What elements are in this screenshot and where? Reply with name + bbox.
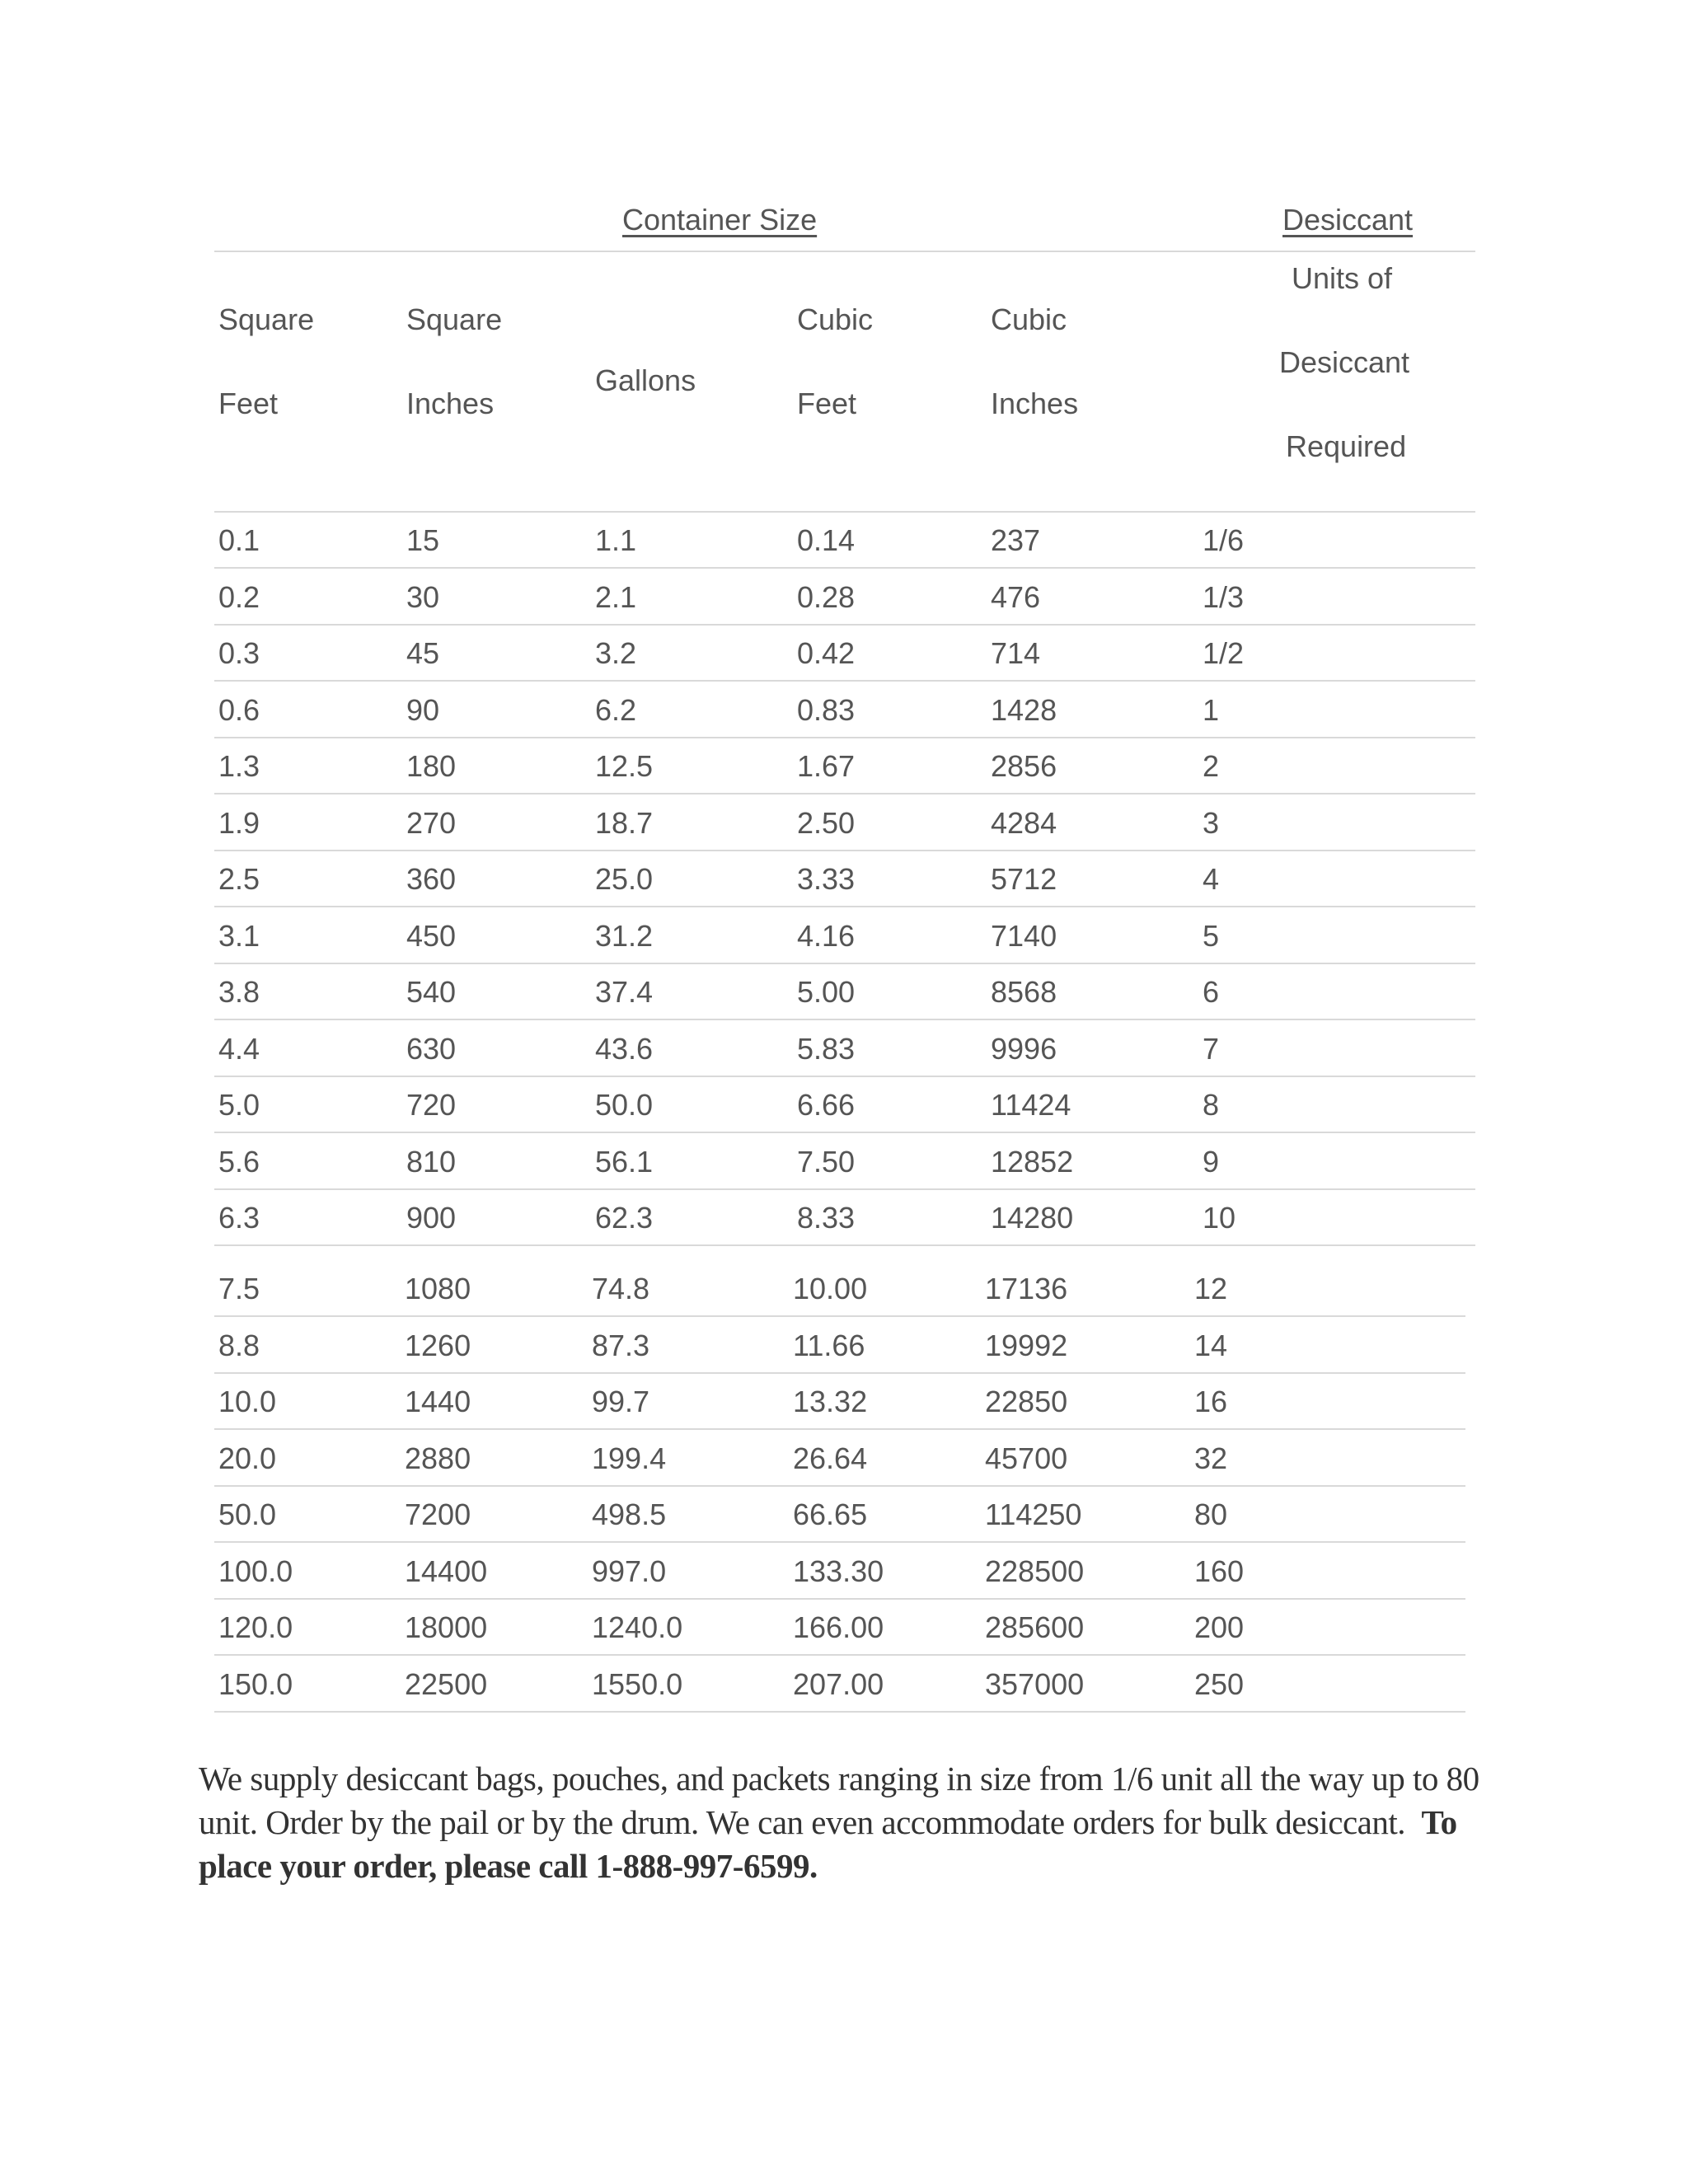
table-cell: 12852 [991, 1144, 1074, 1179]
table-row [0, 795, 1688, 851]
table-row [0, 1544, 1688, 1600]
table-row [0, 1374, 1688, 1430]
table-cell: 56.1 [595, 1144, 654, 1179]
table-cell: 15 [406, 523, 440, 557]
table-cell: 45700 [985, 1441, 1068, 1475]
table-row [0, 682, 1688, 738]
table-cell: 7 [1203, 1031, 1220, 1066]
table-cell: 476 [991, 579, 1041, 614]
table-cell: 1260 [405, 1328, 471, 1362]
table-cell: 4.16 [797, 918, 856, 953]
table-cell: 6.3 [218, 1201, 260, 1235]
table-cell: 0.14 [797, 523, 856, 557]
table-cell: 3.8 [218, 975, 260, 1009]
table-cell: 3.33 [797, 862, 856, 896]
table-cell: 10 [1203, 1201, 1236, 1235]
table-row [0, 569, 1688, 626]
table-cell: 200 [1194, 1610, 1245, 1644]
table-cell: 66.65 [793, 1497, 868, 1531]
table-cell: 4284 [991, 805, 1057, 840]
table-cell: 237 [991, 523, 1041, 557]
table-cell: 50.0 [218, 1497, 277, 1531]
table-row [0, 1657, 1688, 1713]
table-cell: 120.0 [218, 1610, 293, 1644]
table-cell: 26.64 [793, 1441, 868, 1475]
footer-paragraph [199, 1757, 1484, 1888]
table-cell: 7140 [991, 918, 1057, 953]
table-row [0, 1431, 1688, 1487]
table-cell: 31.2 [595, 918, 654, 953]
table-cell: 207.00 [793, 1666, 884, 1701]
table-cell: 2880 [405, 1441, 471, 1475]
table-cell: 62.3 [595, 1201, 654, 1235]
order-call-to-action: To place your order, please call 1-888-997-6599. [199, 1803, 1457, 1885]
table-cell: 8.33 [797, 1201, 856, 1235]
table-cell: 160 [1194, 1554, 1245, 1588]
table-cell: 150.0 [218, 1666, 293, 1701]
table-cell: 250 [1194, 1666, 1245, 1701]
table-cell: 30 [406, 579, 440, 614]
table-cell: 18000 [405, 1610, 488, 1644]
col-header-units-line1: Units of [1292, 261, 1393, 295]
table-row [0, 1077, 1688, 1133]
col-header-gallons-line1: Gallons [595, 363, 696, 397]
table-cell: 90 [406, 692, 440, 727]
table-cell: 1240.0 [592, 1610, 683, 1644]
table-cell: 7.5 [218, 1272, 260, 1305]
table-cell: 0.83 [797, 692, 856, 727]
col-header-square-inches-line2: Inches [406, 387, 495, 420]
table-cell: 3.1 [218, 918, 260, 953]
table-cell: 6.2 [595, 692, 637, 727]
table-cell: 5712 [991, 862, 1057, 896]
table-cell: 19992 [985, 1328, 1068, 1362]
table-cell: 228500 [985, 1554, 1085, 1588]
table-cell: 5.0 [218, 1088, 260, 1122]
table-cell: 11424 [991, 1088, 1071, 1122]
table-cell: 11.66 [793, 1328, 865, 1362]
table-cell: 997.0 [592, 1554, 667, 1588]
table-cell: 0.28 [797, 579, 856, 614]
table-cell: 5.00 [797, 975, 856, 1009]
table-cell: 74.8 [592, 1272, 650, 1305]
table-cell: 498.5 [592, 1497, 667, 1531]
table-cell: 17136 [985, 1272, 1068, 1305]
table-cell: 3.2 [595, 636, 637, 670]
table-cell: 7.50 [797, 1144, 856, 1179]
table-row [0, 851, 1688, 907]
row-divider [214, 1244, 1475, 1246]
table-cell: 714 [991, 636, 1041, 670]
table-row [0, 1261, 1688, 1317]
col-header-square-feet-line1: Square [218, 302, 315, 336]
table-cell: 6 [1203, 975, 1220, 1009]
table-cell: 2 [1203, 749, 1220, 783]
table-cell: 8568 [991, 975, 1057, 1009]
table-cell: 12 [1194, 1272, 1228, 1305]
table-cell: 50.0 [595, 1088, 654, 1122]
table-cell: 43.6 [595, 1031, 654, 1066]
table-cell: 900 [406, 1201, 457, 1235]
table-cell: 5.83 [797, 1031, 856, 1066]
table-cell: 285600 [985, 1610, 1085, 1644]
table-cell: 13.32 [793, 1385, 868, 1418]
table-cell: 450 [406, 918, 457, 953]
col-header-units-line2: Desiccant [1279, 345, 1410, 379]
table-row [0, 513, 1688, 569]
table-cell: 1.9 [218, 805, 260, 840]
table-row [0, 1134, 1688, 1190]
table-cell: 18.7 [595, 805, 654, 840]
table-cell: 99.7 [592, 1385, 650, 1418]
desiccant-group-header: Desiccant [1282, 203, 1414, 237]
table-row [0, 1318, 1688, 1374]
table-cell: 1/6 [1203, 523, 1245, 557]
table-cell: 0.42 [797, 636, 856, 670]
table-cell: 1 [1203, 692, 1220, 727]
table-cell: 199.4 [592, 1441, 667, 1475]
table-cell: 1.1 [595, 523, 637, 557]
table-cell: 32 [1194, 1441, 1228, 1475]
table-cell: 270 [406, 805, 457, 840]
table-cell: 2.5 [218, 862, 260, 896]
table-cell: 1080 [405, 1272, 471, 1305]
table-row [0, 1190, 1688, 1246]
table-cell: 8.8 [218, 1328, 260, 1362]
table-row [0, 1021, 1688, 1077]
table-cell: 357000 [985, 1666, 1085, 1701]
col-header-units-line3: Required [1286, 429, 1407, 463]
col-header-square-inches-line1: Square [406, 302, 503, 336]
table-cell: 133.30 [793, 1554, 884, 1588]
table-cell: 80 [1194, 1497, 1228, 1531]
footer-text: We supply desiccant bags, pouches, and packets ranging in size from 1/6 unit all the way up to 80 unit. Order by the pail or by the drum. We can even accommodate orders for bulk desiccant. [199, 1760, 1479, 1841]
table-row [0, 908, 1688, 964]
table-cell: 9996 [991, 1031, 1057, 1066]
table-cell: 87.3 [592, 1328, 650, 1362]
table-row [0, 964, 1688, 1020]
table-cell: 1440 [405, 1385, 471, 1418]
table-cell: 166.00 [793, 1610, 884, 1644]
col-header-cubic-inches-line1: Cubic [991, 302, 1067, 336]
table-cell: 5.6 [218, 1144, 260, 1179]
table-cell: 5 [1203, 918, 1220, 953]
table-cell: 180 [406, 749, 457, 783]
table-cell: 10.0 [218, 1385, 277, 1418]
col-header-cubic-feet-line1: Cubic [797, 302, 874, 336]
col-header-cubic-feet-line2: Feet [797, 387, 857, 420]
table-cell: 14400 [405, 1554, 488, 1588]
table-cell: 8 [1203, 1088, 1220, 1122]
table-cell: 20.0 [218, 1441, 277, 1475]
table-cell: 1.3 [218, 749, 260, 783]
table-cell: 0.1 [218, 523, 260, 557]
table-cell: 4.4 [218, 1031, 260, 1066]
table-cell: 2.1 [595, 579, 637, 614]
table-cell: 630 [406, 1031, 457, 1066]
table-cell: 1/2 [1203, 636, 1245, 670]
table-cell: 10.00 [793, 1272, 868, 1305]
table-cell: 2.50 [797, 805, 856, 840]
table-cell: 1428 [991, 692, 1057, 727]
table-cell: 0.3 [218, 636, 260, 670]
table-cell: 37.4 [595, 975, 654, 1009]
table-row [0, 1487, 1688, 1543]
table-cell: 360 [406, 862, 457, 896]
col-header-cubic-inches-line2: Inches [991, 387, 1079, 420]
table-cell: 100.0 [218, 1554, 293, 1588]
table-cell: 114250 [985, 1497, 1082, 1531]
table-cell: 14280 [991, 1201, 1074, 1235]
table-cell: 1.67 [797, 749, 856, 783]
table-cell: 25.0 [595, 862, 654, 896]
container-size-group-header: Container Size [622, 203, 818, 237]
table-row [0, 1600, 1688, 1656]
table-cell: 12.5 [595, 749, 654, 783]
table-cell: 1550.0 [592, 1666, 683, 1701]
table-cell: 16 [1194, 1385, 1228, 1418]
table-cell: 0.6 [218, 692, 260, 727]
table-cell: 3 [1203, 805, 1220, 840]
table-cell: 810 [406, 1144, 457, 1179]
table-cell: 2856 [991, 749, 1057, 783]
table-cell: 7200 [405, 1497, 471, 1531]
table-cell: 45 [406, 636, 440, 670]
table-cell: 9 [1203, 1144, 1220, 1179]
table-cell: 540 [406, 975, 457, 1009]
table-cell: 0.2 [218, 579, 260, 614]
table-cell: 22500 [405, 1666, 488, 1701]
table-cell: 6.66 [797, 1088, 856, 1122]
table-row [0, 738, 1688, 794]
table-cell: 22850 [985, 1385, 1068, 1418]
col-header-square-feet-line2: Feet [218, 387, 279, 420]
table-cell: 720 [406, 1088, 457, 1122]
table-cell: 14 [1194, 1328, 1228, 1362]
table-cell: 1/3 [1203, 579, 1245, 614]
table-row [0, 626, 1688, 682]
table-cell: 4 [1203, 862, 1220, 896]
row-divider [214, 1711, 1465, 1713]
